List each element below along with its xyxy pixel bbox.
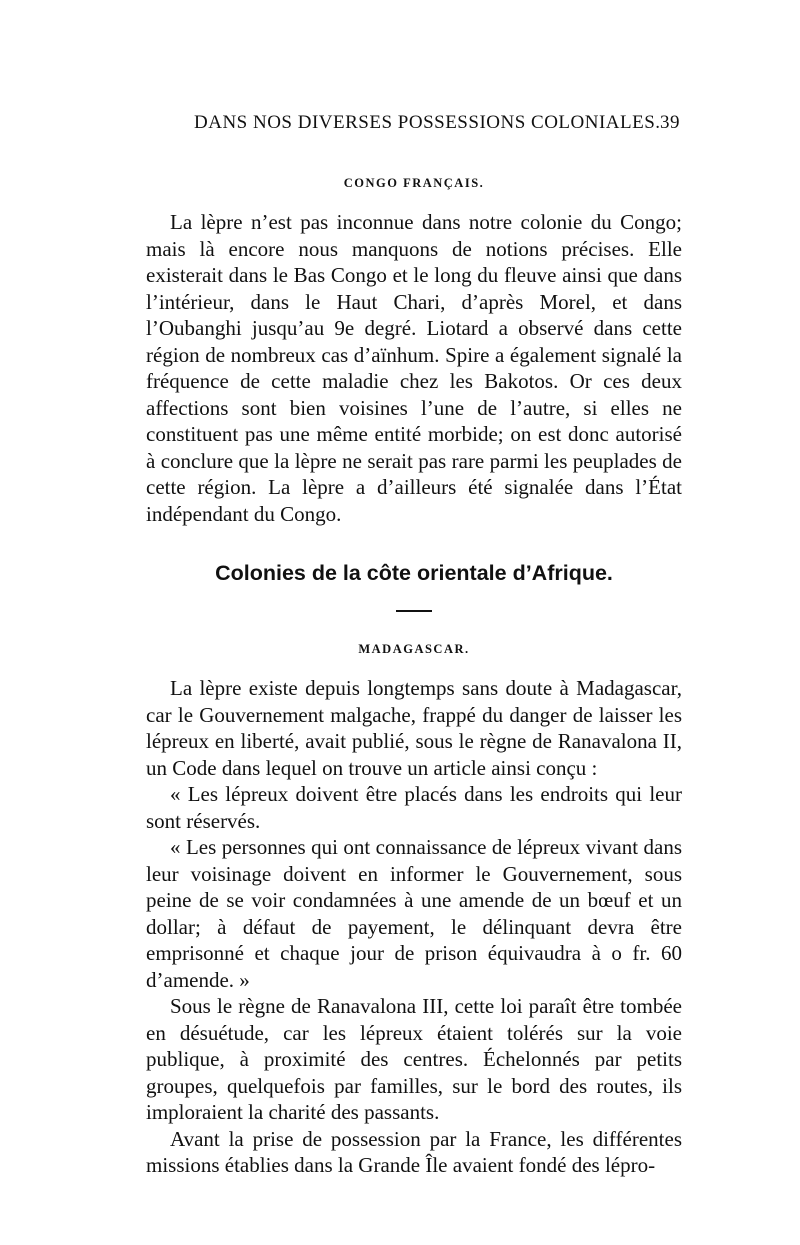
paragraph-madagascar-2: « Les lépreux doivent être placés dans les endroits qui leur sont réservés.	[146, 782, 682, 833]
section-label-congo: CONGO FRANÇAIS.	[343, 176, 485, 190]
divider-rule	[396, 610, 432, 612]
page-number: 39	[660, 112, 680, 133]
paragraph-congo: La lèpre n’est pas inconnue dans notre colonie du Congo; mais là encore nous manquons de notions précises. Elle existerait dans le Bas Congo et le long du fleuve ainsi que dans l’intérieur, dans le Haut Chari, d’après Morel, et dans l’Oubanghi jusqu’au 9e degré. Liotard a observé dans cette région de nombreux cas d’aïnhum. Spire a également signalé la fréquence de cette maladie chez les Bakotos. Or ces deux affections sont bien voisines l’une de l’autre, si elles ne constituent pas une même entité morbide; on est donc autorisé à conclure que la lèpre ne serait pas rare parmi les peuplades de cette région. La lèpre a d’ailleurs été signalée dans l’État indépendant du Congo.	[146, 210, 682, 526]
running-title: DANS NOS DIVERSES POSSESSIONS COLONIALES.	[194, 112, 661, 133]
paragraph-madagascar-5: Avant la prise de possession par la France, les différentes missions établies dans la Grande Île avaient fondé des lépro-	[146, 1126, 682, 1177]
section-label-madagascar: MADAGASCAR.	[358, 642, 470, 656]
paragraph-madagascar-4: Sous le règne de Ranavalona III, cette loi paraît être tombée en désuétude, car les lépreux étaient tolérés sur la voie publique, à proximité des centres. Échelonnés par petits groupes, quelquefois par familles, sur le bord des routes, ils imploraient la charité des passants.	[146, 994, 682, 1124]
book-page	[146, 112, 682, 1179]
running-header	[146, 112, 682, 138]
paragraph-madagascar-1: La lèpre existe depuis longtemps sans doute à Madagascar, car le Gouvernement malgache, frappé du danger de laisser les lépreux en liberté, avait publié, sous le règne de Ranavalona II, un Code dans lequel on trouve un article ainsi conçu :	[146, 676, 682, 780]
paragraph-madagascar-3: « Les personnes qui ont connaissance de lépreux vivant dans leur voisinage doivent en informer le Gouvernement, sous peine de se voir condamnées à une amende de un bœuf et un dollar; à défaut de payement, le délinquant devra être emprisonné et chaque jour de prison équivaudra à o fr. 60 d’amende. »	[146, 835, 682, 992]
chapter-heading: Colonies de la côte orientale d’Afrique.	[215, 561, 613, 585]
